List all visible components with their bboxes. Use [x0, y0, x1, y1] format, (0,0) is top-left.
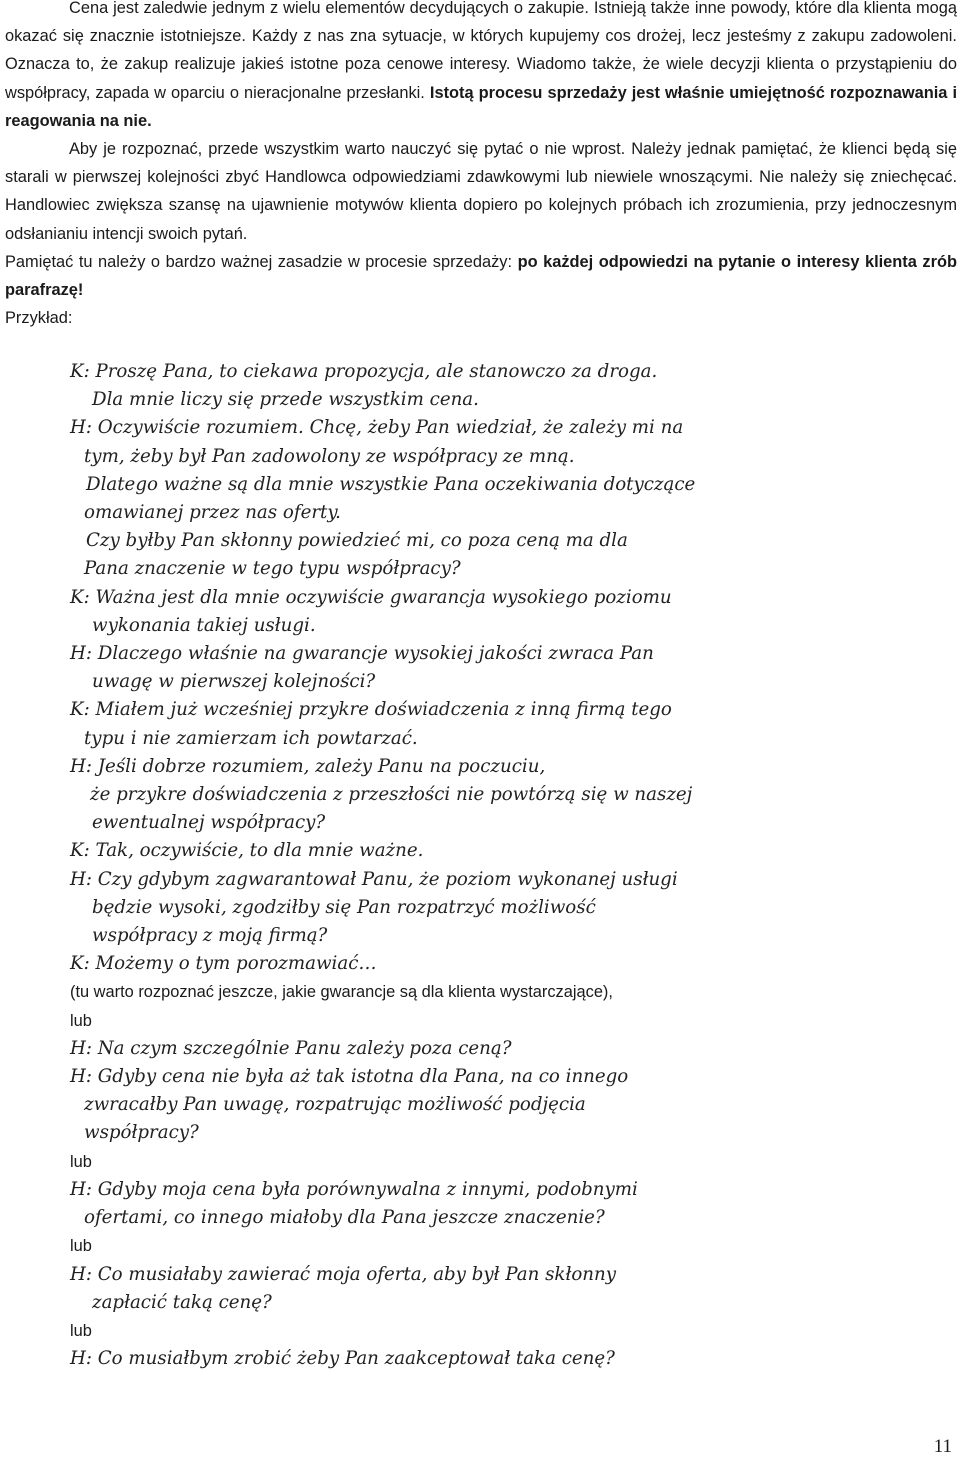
or-separator: lub	[70, 1321, 92, 1340]
paragraph-rule	[5, 248, 957, 304]
dialog-line: Dlatego ważne są dla mnie wszystkie Pana oczekiwania dotyczące	[86, 473, 696, 495]
dialog-line: wykonania takiej usługi.	[92, 614, 316, 636]
dialog-line: H: Czy gdybym zagwarantował Panu, że poziom wykonanej usługi	[70, 868, 678, 890]
dialog-line: Czy byłby Pan skłonny powiedzieć mi, co poza ceną ma dla	[86, 530, 628, 552]
dialog-line: K: Proszę Pana, to ciekawa propozycja, ale stanowczo za droga.	[70, 361, 658, 382]
dialog-line: H: Jeśli dobrze rozumiem, zależy Panu na poczuciu,	[70, 755, 546, 777]
dialog-line: typu i nie zamierzam ich powtarzać.	[84, 727, 418, 749]
dialog-line: H: Na czym szczególnie Panu zależy poza ceną?	[70, 1037, 512, 1059]
dialog-note: (tu warto rozpoznać jeszcze, jakie gwarancje są dla klienta wystarczające),	[70, 983, 613, 1002]
dialog-line: zapłacić taką cenę?	[92, 1291, 272, 1313]
dialog-line: że przykre doświadczenia z przeszłości nie powtórzą się w naszej	[90, 784, 693, 806]
or-separator: lub	[70, 1152, 92, 1171]
paragraph-price-factors	[5, 0, 957, 135]
dialog-line: Pana znaczenie w tego typu współpracy?	[84, 558, 461, 580]
paragraph-text: Cena jest zaledwie jednym z wielu elementów decydujących o zakupie. Istnieją także inne powody, które dla klienta mogą okazać się znacznie istotniejsze. Każdy z nas zna sytuacje, w których kupujemy cos drożej, lecz jesteśmy z zakupu zadowoleni. Oznacza to, że zakup realizuje jakieś istotne poza cenowe interesy. Wiadomo także, że wiele decyzji klienta o przystąpieniu do współpracy, zapada w oparciu o nieracjonalne przesłanki.	[5, 0, 957, 102]
dialog-line: współpracy?	[84, 1122, 199, 1144]
dialog-line: K: Tak, oczywiście, to dla mnie ważne.	[70, 840, 424, 862]
dialog-line: H: Gdyby cena nie była aż tak istotna dla Pana, na co innego	[70, 1066, 629, 1088]
bold-statement: Istotą procesu sprzedaży jest właśnie umiejętność rozpoznawania i reagowania na nie.	[5, 83, 957, 130]
dialog-line: K: Ważna jest dla mnie oczywiście gwarancja wysokiego poziomu	[70, 586, 672, 608]
dialog-line: H: Oczywiście rozumiem. Chcę, żeby Pan wiedział, że zależy mi na	[70, 417, 684, 439]
dialog-line: H: Co musiałbym zrobić żeby Pan zaakceptował taka cenę?	[70, 1348, 615, 1370]
dialog-line: ofertami, co innego miałoby dla Pana jeszcze znaczenie?	[84, 1207, 605, 1229]
dialog-line: K: Możemy o tym porozmawiać…	[70, 953, 377, 975]
dialog-line: współpracy z moją firmą?	[92, 925, 328, 947]
example-label: Przykład:	[5, 309, 73, 328]
page-number: 11	[933, 1436, 952, 1457]
intro-text	[5, 0, 957, 332]
or-separator: lub	[70, 1011, 92, 1030]
paragraph-asking: Aby je rozpoznać, przede wszystkim warto nauczyć się pytać o nie wprost. Należy jednak pamiętać, że klienci będą się starali w pierwszej kolejności zbyć Handlowca odpowiedziami zdawkowymi lub niewiele wnoszącymi. Nie należy się zniechęcać. Handlowiec zwiększa szansę na ujawnienie motywów klienta dopiero po kolejnych próbach ich zrozumienia, przy jednoczesnym odsłanianiu intencji swoich pytań.	[5, 140, 957, 243]
dialog-line: K: Miałem już wcześniej przykre doświadczenia z inną firmą tego	[70, 699, 672, 721]
dialog-line: będzie wysoki, zgodziłby się Pan rozpatrzyć możliwość	[92, 896, 596, 918]
dialog-line: uwagę w pierwszej kolejności?	[92, 671, 376, 693]
dialog-line: H: Co musiałaby zawierać moja oferta, aby był Pan skłonny	[70, 1263, 616, 1285]
dialog-line: zwracałby Pan uwagę, rozpatrując możliwość podjęcia	[84, 1094, 586, 1116]
dialog-line: ewentualnej współpracy?	[92, 812, 326, 834]
paragraph-text: Pamiętać tu należy o bardzo ważnej zasadzie w procesie sprzedaży:	[5, 252, 513, 271]
dialog-line: Dla mnie liczy się przede wszystkim cena.	[92, 389, 479, 411]
bold-rule: po każdej odpowiedzi na pytanie o interesy klienta zrób parafrazę!	[5, 252, 958, 300]
example-dialogue	[70, 358, 930, 1373]
dialog-line: H: Gdyby moja cena była porównywalna z innymi, podobnymi	[70, 1178, 638, 1200]
dialog-line: H: Dlaczego właśnie na gwarancje wysokiej jakości zwraca Pan	[70, 643, 654, 665]
dialog-line: tym, żeby był Pan zadowolony ze współpracy ze mną.	[84, 445, 575, 467]
or-separator: lub	[70, 1237, 92, 1256]
dialog-line: omawianej przez nas oferty.	[84, 502, 341, 524]
